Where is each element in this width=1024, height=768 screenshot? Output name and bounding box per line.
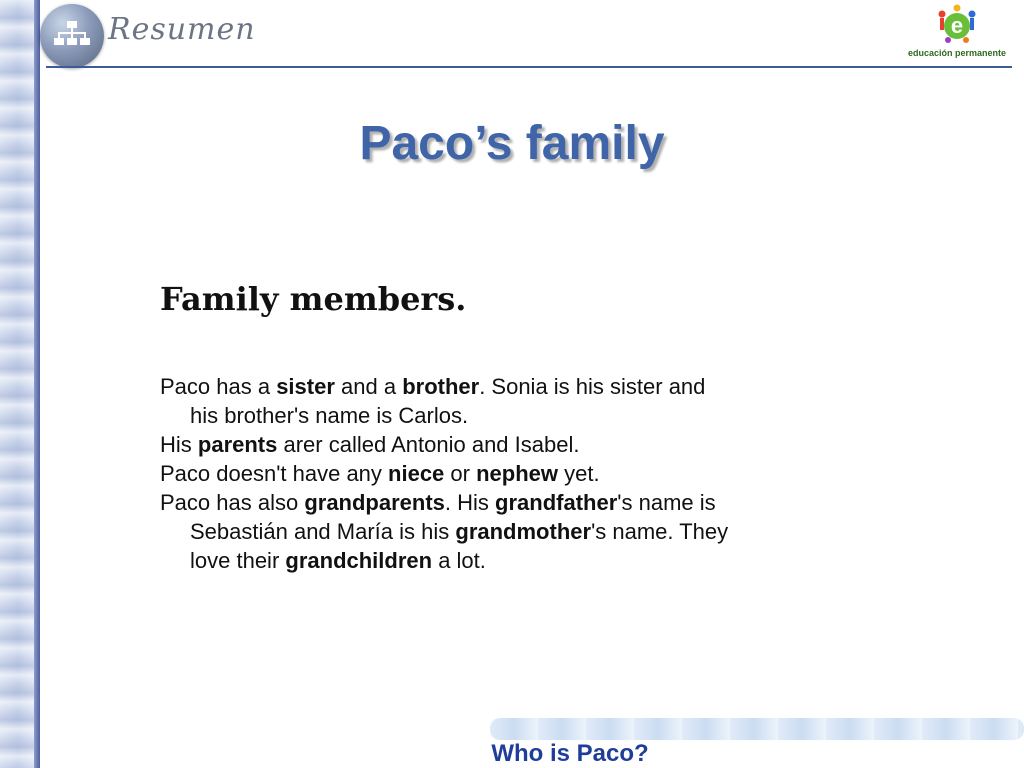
keyword-text: grandparents — [304, 490, 445, 515]
section-title: Resumen — [108, 12, 256, 47]
sitemap-icon — [54, 20, 90, 50]
body-text-run: Paco has also — [160, 490, 305, 515]
who-is-paco-link[interactable]: Who is Paco? — [491, 740, 649, 767]
body-text-run: . His — [444, 490, 496, 515]
body-text-run: yet. — [558, 461, 600, 486]
body-text-run: 's name is Sebastián and María is his — [190, 490, 716, 544]
keyword-text: nephew — [476, 461, 558, 486]
body-text-run: Paco doesn't have any — [160, 461, 389, 486]
keyword-text: niece — [388, 461, 445, 486]
keyword-text: parents — [197, 432, 278, 457]
logo-text: educación permanente — [907, 48, 1007, 58]
header-rule — [46, 66, 1012, 68]
keyword-text: grandmother — [455, 519, 592, 544]
slide-body — [160, 372, 730, 575]
body-text-run: His — [160, 432, 198, 457]
educacion-permanente-logo — [904, 4, 1010, 62]
body-paragraph — [160, 430, 730, 459]
footer-wave-decoration — [490, 718, 1024, 740]
keyword-text: brother — [402, 374, 480, 399]
body-paragraph — [160, 372, 730, 430]
body-text-run: 's name. They love their — [190, 519, 729, 573]
body-paragraph — [160, 459, 730, 488]
body-text-run: arer called Antonio and Isabel. — [277, 432, 580, 457]
body-paragraph — [160, 488, 730, 575]
resumen-home-button[interactable] — [40, 4, 104, 68]
body-text-run: a lot. — [432, 548, 486, 573]
svg-text:e: e — [950, 13, 964, 38]
slide-title: Paco’s family — [359, 117, 665, 170]
keyword-text: grandfather — [495, 490, 618, 515]
body-text-run: Paco has a — [160, 374, 277, 399]
keyword-text: sister — [276, 374, 335, 399]
body-text-run: and a — [334, 374, 403, 399]
people-e-logo-icon — [904, 4, 1010, 48]
body-text-run: or — [444, 461, 477, 486]
body-text-run: . Sonia is his sister and his brother's name is Carlos. — [190, 374, 706, 428]
slide-subtitle: Family members. — [160, 280, 467, 318]
keyword-text: grandchildren — [285, 548, 433, 573]
